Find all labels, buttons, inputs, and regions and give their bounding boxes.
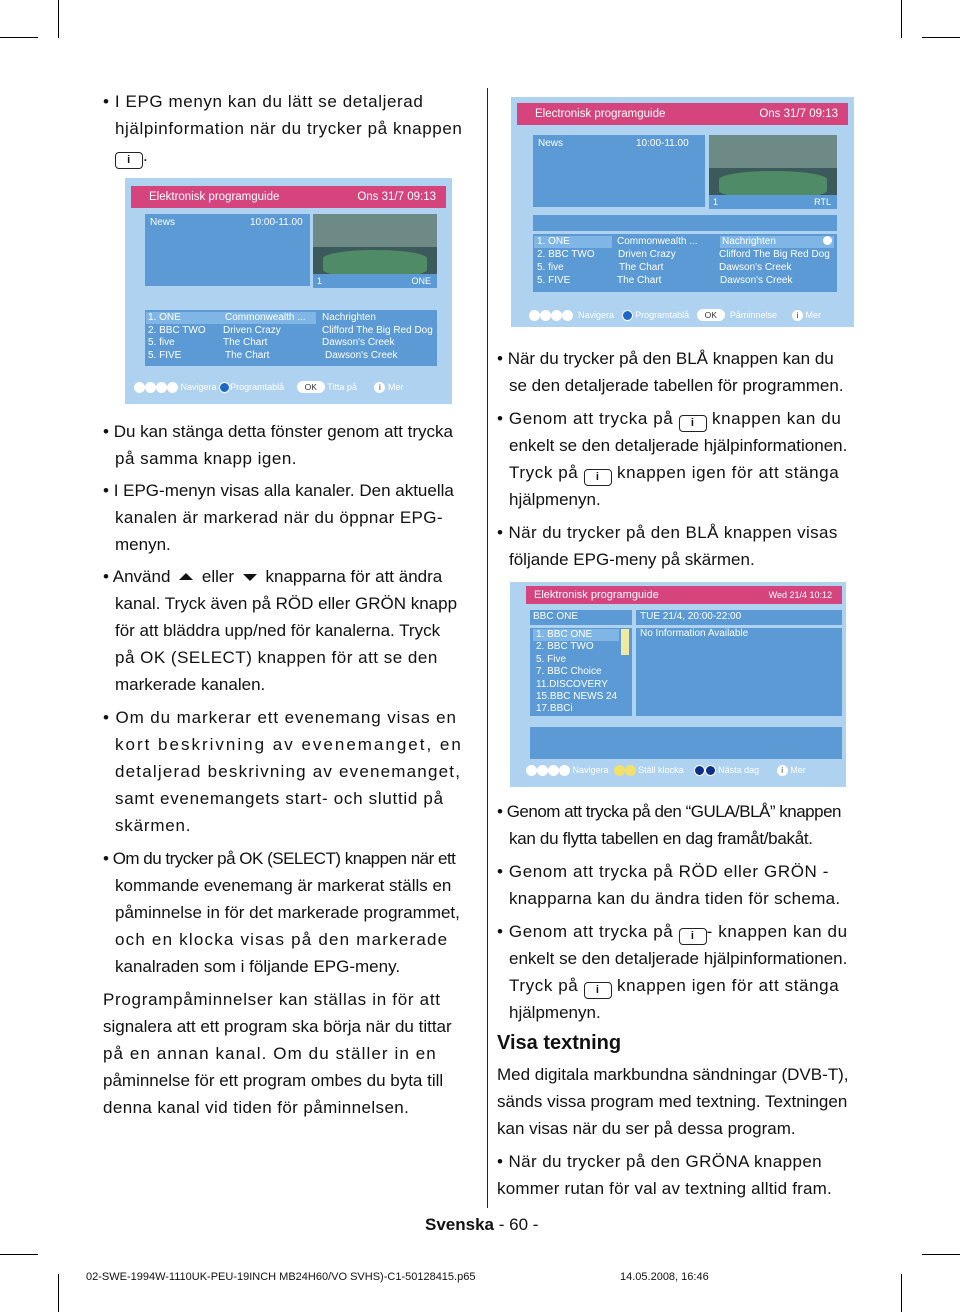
epg-title: Elektronisk programguide bbox=[149, 191, 280, 203]
next-program: Nachrighten bbox=[722, 236, 776, 247]
left-intro: • I EPG menyn kan du lätt se detaljerad hjälpinformation när du trycker på knappen i . bbox=[103, 88, 475, 169]
info-icon: i bbox=[792, 310, 803, 321]
epg-screen-1 bbox=[125, 178, 452, 404]
channel-name[interactable]: 5. five bbox=[537, 262, 564, 273]
info-button-icon: i bbox=[679, 928, 707, 945]
epg-info-panel: No Information Available bbox=[636, 628, 842, 716]
info-button-icon: i bbox=[115, 152, 143, 169]
epg-title-bar bbox=[131, 186, 446, 208]
info-icon: i bbox=[374, 382, 385, 393]
now-channel: News bbox=[150, 217, 176, 228]
now-program: Driven Crazy bbox=[223, 325, 281, 336]
next-program: Clifford The Big Red Dog bbox=[322, 325, 433, 336]
epg-detail-panel bbox=[530, 727, 842, 759]
footer-file: 02-SWE-1994W-1110UK-PEU-19INCH MB24H60/VO SVHS)-C1-50128415.p65 bbox=[86, 1271, 476, 1283]
channel-name[interactable]: 2. BBC TWO bbox=[537, 249, 595, 260]
epg-date: Ons 31/7 09:13 bbox=[759, 108, 838, 120]
yellow-button-icon bbox=[614, 765, 625, 776]
reminder-clock-icon bbox=[823, 236, 832, 245]
next-program: Dawson's Creek bbox=[325, 350, 398, 361]
down-arrow-icon bbox=[548, 765, 559, 776]
info-button-icon: i bbox=[679, 415, 707, 432]
next-program: Nachrighten bbox=[322, 312, 376, 323]
epg-date: Ons 31/7 09:13 bbox=[357, 191, 436, 203]
text-line: hjälpinformation när du trycker på knappen bbox=[115, 119, 463, 138]
down-arrow-icon bbox=[156, 382, 167, 393]
up-arrow-icon bbox=[167, 382, 178, 393]
now-program: Commonwealth ... bbox=[225, 312, 306, 323]
epg-channel-list bbox=[145, 310, 437, 366]
epg-channel-header: BBC ONE bbox=[530, 610, 632, 625]
now-program: The Chart bbox=[223, 337, 268, 348]
left-arrow-icon bbox=[529, 310, 540, 321]
channel-name[interactable]: 1. ONE bbox=[537, 236, 570, 247]
channel-name[interactable]: 7. BBC Choice bbox=[536, 666, 602, 677]
now-program: The Chart bbox=[619, 262, 664, 273]
scrollbar[interactable] bbox=[621, 629, 629, 655]
epg-title: Elektronisk programguide bbox=[534, 589, 659, 601]
channel-name[interactable]: 15.BBC NEWS 24 bbox=[536, 691, 618, 702]
epg-legend: Navigera Programtablå OK Påminnelse i Mer bbox=[529, 309, 821, 321]
section-heading: Visa textning bbox=[497, 1032, 622, 1054]
epg-screen-2 bbox=[511, 97, 854, 327]
next-program: Clifford The Big Red Dog bbox=[719, 249, 830, 260]
epg-legend: Navigera Programtablå OK Titta på i Mer bbox=[134, 381, 403, 393]
info-button-icon: i bbox=[584, 982, 612, 999]
channel-name[interactable]: 5. five bbox=[148, 337, 175, 348]
ok-button-icon: OK bbox=[297, 381, 325, 393]
up-arrow-icon bbox=[559, 765, 570, 776]
epg-title-bar bbox=[526, 586, 842, 604]
crop-mark bbox=[901, 1274, 902, 1312]
epg-title: Electronisk programguide bbox=[535, 108, 666, 120]
left-body: • Du kan stänga detta fönster genom att trycka på samma knapp igen. • I EPG-menyn visas alla kanaler. Den aktuella kanalen är markerad när du öppnar EPG- menyn. • Använd eller knapparna för att ändra kanal. Tryck även på RÖD eller GRÖN knapp för att bläddra upp/ned för kanalerna. Tryck på OK (SELECT) knappen för att se den markerade kanalen. • Om du markerar ett evenemang visas en kort beskrivning av evenemanget, en detaljerad beskrivning av evenemanget, samt evenemangets start- och sluttid på skärmen. • Om du trycker på OK (SELECT) knappen när ett kommande evenemang är markerat ställs en påminnelse in för det markerade programmet, och en klocka visas på den markerade kanalraden som i följande EPG-meny. Programpåminnelser kan ställas in för att signalera att ett program ska börja när du tittar på en annan kanal. Om du ställer in en påminnelse för ett program ombes du byta till denna kanal vid tiden för påminnelsen. bbox=[103, 418, 475, 1121]
up-arrow-icon bbox=[562, 310, 573, 321]
epg-title-bar bbox=[517, 103, 848, 125]
crop-mark bbox=[58, 1274, 59, 1312]
footer-date: 14.05.2008, 16:46 bbox=[620, 1271, 709, 1283]
next-program: Dawson's Creek bbox=[720, 275, 793, 286]
right-upper: • När du trycker på den BLÅ knappen kan du se den detaljerade tabellen för programmen. • Genom att trycka på i knappen kan du enkelt se den detaljerade hjälpinformationen. Tryck på i knappen igen för att stänga hjälpmenyn. • När du trycker på den BLÅ knappen visas följande EPG-meny på skärmen. bbox=[497, 345, 872, 573]
video-preview: 1 ONE bbox=[313, 214, 437, 288]
channel-name[interactable]: 1. ONE bbox=[148, 312, 181, 323]
epg-screen-3 bbox=[510, 582, 846, 787]
column-divider bbox=[487, 88, 488, 1208]
epg-legend: Navigera Ställ klocka Nästa dag i Mer bbox=[526, 765, 806, 776]
info-button-icon: i bbox=[584, 469, 612, 486]
text-line: I EPG menyn kan du lätt se detaljerad bbox=[114, 92, 424, 111]
channel-name[interactable]: 17.BBCi bbox=[536, 703, 573, 714]
channel-name[interactable]: 11.DISCOVERY bbox=[536, 679, 608, 690]
now-time: 10:00-11.00 bbox=[636, 138, 689, 149]
crop-mark bbox=[901, 0, 902, 38]
channel-name[interactable]: 2. BBC TWO bbox=[148, 325, 206, 336]
now-channel: News bbox=[538, 138, 564, 149]
next-program: Dawson's Creek bbox=[719, 262, 792, 273]
epg-now-panel bbox=[533, 135, 705, 207]
channel-name[interactable]: 5. FIVE bbox=[148, 350, 182, 361]
epg-channel-list bbox=[530, 628, 632, 716]
crop-mark bbox=[0, 1254, 38, 1255]
blue-button-icon bbox=[219, 382, 230, 393]
down-arrow-icon bbox=[551, 310, 562, 321]
next-program: Dawson's Creek bbox=[322, 337, 395, 348]
epg-channel-list bbox=[533, 234, 837, 292]
epg-now-panel bbox=[145, 214, 310, 286]
yellow-button-icon bbox=[625, 765, 636, 776]
up-arrow-icon bbox=[179, 573, 193, 580]
ok-button-icon: OK bbox=[697, 309, 725, 321]
blue-button-icon bbox=[622, 310, 633, 321]
now-program: The Chart bbox=[225, 350, 270, 361]
page-number: Svenska - 60 - bbox=[425, 1215, 539, 1234]
left-arrow-icon bbox=[526, 765, 537, 776]
crop-mark bbox=[58, 0, 59, 38]
right-arrow-icon bbox=[537, 765, 548, 776]
now-program: Commonwealth ... bbox=[617, 236, 698, 247]
now-program: The Chart bbox=[617, 275, 662, 286]
blue-button-icon bbox=[694, 765, 705, 776]
now-time: 10:00-11.00 bbox=[250, 217, 303, 228]
right-arrow-icon bbox=[540, 310, 551, 321]
crop-mark bbox=[0, 37, 38, 38]
epg-date: Wed 21/4 10:12 bbox=[768, 590, 832, 600]
down-arrow-icon bbox=[243, 574, 257, 581]
left-arrow-icon bbox=[134, 382, 145, 393]
channel-name[interactable]: 2. BBC TWO bbox=[536, 641, 594, 652]
crop-mark bbox=[922, 1254, 960, 1255]
video-preview: 1 RTL bbox=[709, 135, 837, 209]
crop-mark bbox=[922, 37, 960, 38]
channel-name[interactable]: 5. Five bbox=[536, 654, 567, 665]
right-arrow-icon bbox=[145, 382, 156, 393]
right-lower: • Genom att trycka på den “GULA/BLÅ” knappen kan du flytta tabellen en dag framåt/bakåt. • Genom att trycka på RÖD eller GRÖN - knapparna kan du ändra tiden för schema. • Genom att trycka på i - knappen kan du enkelt se den detaljerade hjälpinformationen. Tryck på i knappen igen för att stänga hjälpmenyn. Visa textning Med digitala markbundna sändningar (DVB-T), sänds vissa program med textning. Textningen kan visas när du ser på dessa program. • När du trycker på den GRÖNA knappen kommer rutan för val av textning alltid fram. bbox=[497, 798, 872, 1202]
epg-time-header: TUE 21/4, 20:00-22:00 bbox=[636, 610, 842, 625]
channel-name[interactable]: 1. BBC ONE bbox=[536, 629, 593, 640]
channel-name[interactable]: 5. FIVE bbox=[537, 275, 571, 286]
info-icon: i bbox=[777, 765, 788, 776]
blue-button-icon bbox=[705, 765, 716, 776]
now-program: Driven Crazy bbox=[618, 249, 676, 260]
epg-spacer-bar bbox=[533, 215, 837, 231]
